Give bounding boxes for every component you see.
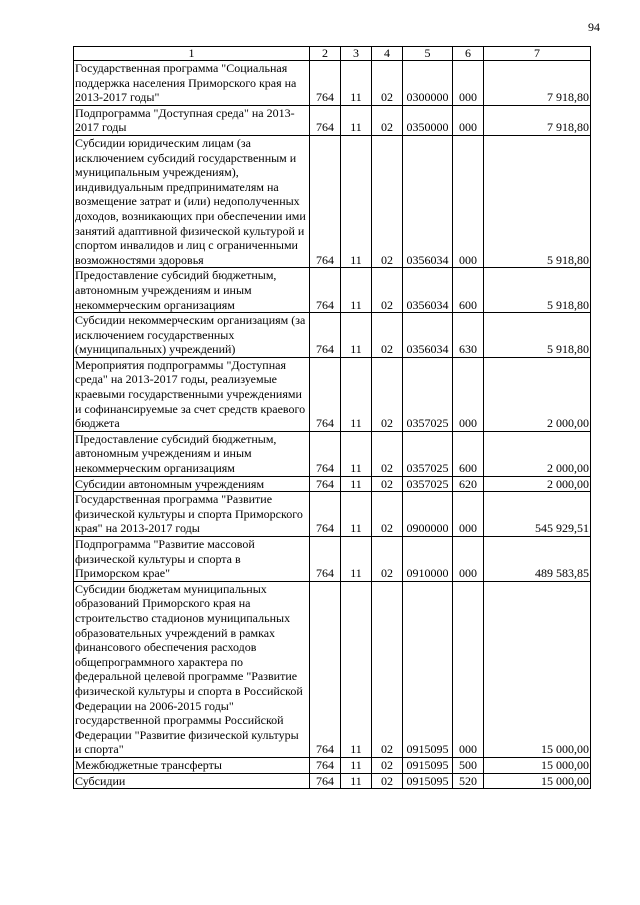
code-cell: 11 (341, 773, 372, 789)
header-cell: 4 (372, 47, 403, 61)
code-cell: 02 (372, 313, 403, 358)
amount-cell: 5 918,80 (484, 268, 591, 313)
table-row (74, 476, 591, 492)
header-cell: 7 (484, 47, 591, 61)
code-cell: 0300000 (403, 61, 453, 106)
amount-cell: 5 918,80 (484, 313, 591, 358)
code-cell: 02 (372, 431, 403, 476)
code-cell: 11 (341, 476, 372, 492)
code-cell: 0350000 (403, 105, 453, 135)
amount-cell: 7 918,80 (484, 105, 591, 135)
item-name: Субсидии (74, 773, 310, 789)
code-cell: 520 (453, 773, 484, 789)
code-cell: 764 (310, 313, 341, 358)
table-row (74, 757, 591, 773)
item-name: Субсидии автономным учреждениям (74, 476, 310, 492)
amount-cell: 545 929,51 (484, 492, 591, 537)
code-cell: 500 (453, 757, 484, 773)
amount-cell: 5 918,80 (484, 135, 591, 267)
code-cell: 0910000 (403, 537, 453, 582)
code-cell: 11 (341, 431, 372, 476)
code-cell: 0915095 (403, 581, 453, 757)
code-cell: 11 (341, 537, 372, 582)
code-cell: 764 (310, 581, 341, 757)
item-name: Государственная программа "Социальная поддержка населения Приморского края на 2013-2017 годы" (74, 61, 310, 106)
code-cell: 600 (453, 431, 484, 476)
code-cell: 000 (453, 537, 484, 582)
item-name: Межбюджетные трансферты (74, 757, 310, 773)
code-cell: 02 (372, 581, 403, 757)
code-cell: 0357025 (403, 431, 453, 476)
code-cell: 630 (453, 313, 484, 358)
item-name: Предоставление субсидий бюджетным, автономным учреждениям и иным некоммерческим организациям (74, 268, 310, 313)
code-cell: 02 (372, 61, 403, 106)
amount-cell: 7 918,80 (484, 61, 591, 106)
code-cell: 764 (310, 537, 341, 582)
table-row (74, 492, 591, 537)
code-cell: 000 (453, 492, 484, 537)
amount-cell: 2 000,00 (484, 357, 591, 431)
code-cell: 620 (453, 476, 484, 492)
code-cell: 000 (453, 357, 484, 431)
code-cell: 764 (310, 773, 341, 789)
code-cell: 0356034 (403, 313, 453, 358)
code-cell: 764 (310, 135, 341, 267)
item-name: Подпрограмма "Развитие массовой физической культуры и спорта в Приморском крае" (74, 537, 310, 582)
table-row (74, 537, 591, 582)
code-cell: 11 (341, 61, 372, 106)
item-name: Мероприятия подпрограммы "Доступная среда" на 2013-2017 годы, реализуемые краевыми государственными учреждениями и софинансируемые за счет средств краевого бюджета (74, 357, 310, 431)
code-cell: 0915095 (403, 773, 453, 789)
code-cell: 764 (310, 61, 341, 106)
code-cell: 764 (310, 268, 341, 313)
code-cell: 000 (453, 135, 484, 267)
page-number: 94 (588, 20, 600, 34)
code-cell: 0356034 (403, 135, 453, 267)
item-name: Подпрограмма "Доступная среда" на 2013-2017 годы (74, 105, 310, 135)
table-row (74, 357, 591, 431)
header-cell: 6 (453, 47, 484, 61)
code-cell: 764 (310, 431, 341, 476)
table-row (74, 773, 591, 789)
code-cell: 0356034 (403, 268, 453, 313)
header-row (74, 47, 591, 61)
code-cell: 02 (372, 757, 403, 773)
item-name: Государственная программа "Развитие физической культуры и спорта Приморского края" на 2013-2017 годы (74, 492, 310, 537)
code-cell: 02 (372, 105, 403, 135)
table-row (74, 61, 591, 106)
table-row (74, 313, 591, 358)
item-name: Субсидии некоммерческим организациям (за исключением государственных (муниципальных) учреждений) (74, 313, 310, 358)
code-cell: 0900000 (403, 492, 453, 537)
code-cell: 02 (372, 268, 403, 313)
amount-cell: 15 000,00 (484, 773, 591, 789)
item-name: Предоставление субсидий бюджетным, автономным учреждениям и иным некоммерческим организациям (74, 431, 310, 476)
code-cell: 02 (372, 537, 403, 582)
code-cell: 000 (453, 61, 484, 106)
code-cell: 11 (341, 757, 372, 773)
code-cell: 0357025 (403, 476, 453, 492)
item-name: Субсидии юридическим лицам (за исключением субсидий государственным и муниципальным учреждениям), индивидуальным предпринимателям на возмещение затрат и (или) недополученных доходов, возникающих при обеспечении ими занятий адаптивной физической культурой и спортом инвалидов и лиц с ограниченными возможностями здоровья (74, 135, 310, 267)
header-cell: 3 (341, 47, 372, 61)
code-cell: 764 (310, 105, 341, 135)
code-cell: 600 (453, 268, 484, 313)
code-cell: 02 (372, 135, 403, 267)
amount-cell: 15 000,00 (484, 757, 591, 773)
code-cell: 11 (341, 105, 372, 135)
code-cell: 02 (372, 476, 403, 492)
table-row (74, 431, 591, 476)
code-cell: 000 (453, 581, 484, 757)
code-cell: 11 (341, 492, 372, 537)
table-row (74, 581, 591, 757)
code-cell: 11 (341, 357, 372, 431)
code-cell: 02 (372, 492, 403, 537)
code-cell: 11 (341, 268, 372, 313)
amount-cell: 489 583,85 (484, 537, 591, 582)
code-cell: 11 (341, 135, 372, 267)
amount-cell: 2 000,00 (484, 476, 591, 492)
header-cell: 2 (310, 47, 341, 61)
code-cell: 764 (310, 357, 341, 431)
code-cell: 02 (372, 357, 403, 431)
header-cell: 5 (403, 47, 453, 61)
code-cell: 11 (341, 313, 372, 358)
code-cell: 000 (453, 105, 484, 135)
item-name: Субсидии бюджетам муниципальных образований Приморского края на строительство стадионов муниципальных образовательных учреждений в рамках финансового обеспечения расходов общепрограммного характера по федеральной целевой программе "Развитие физической культуры и спорта в Российской Федерации на 2006-2015 годы" государственной программы Российской Федерации "Развитие физической культуры и спорта" (74, 581, 310, 757)
code-cell: 0915095 (403, 757, 453, 773)
budget-table (73, 46, 591, 789)
table-row (74, 105, 591, 135)
amount-cell: 2 000,00 (484, 431, 591, 476)
header-cell: 1 (74, 47, 310, 61)
code-cell: 02 (372, 773, 403, 789)
table-row (74, 135, 591, 267)
table-row (74, 268, 591, 313)
code-cell: 764 (310, 476, 341, 492)
code-cell: 764 (310, 757, 341, 773)
code-cell: 764 (310, 492, 341, 537)
code-cell: 11 (341, 581, 372, 757)
code-cell: 0357025 (403, 357, 453, 431)
amount-cell: 15 000,00 (484, 581, 591, 757)
